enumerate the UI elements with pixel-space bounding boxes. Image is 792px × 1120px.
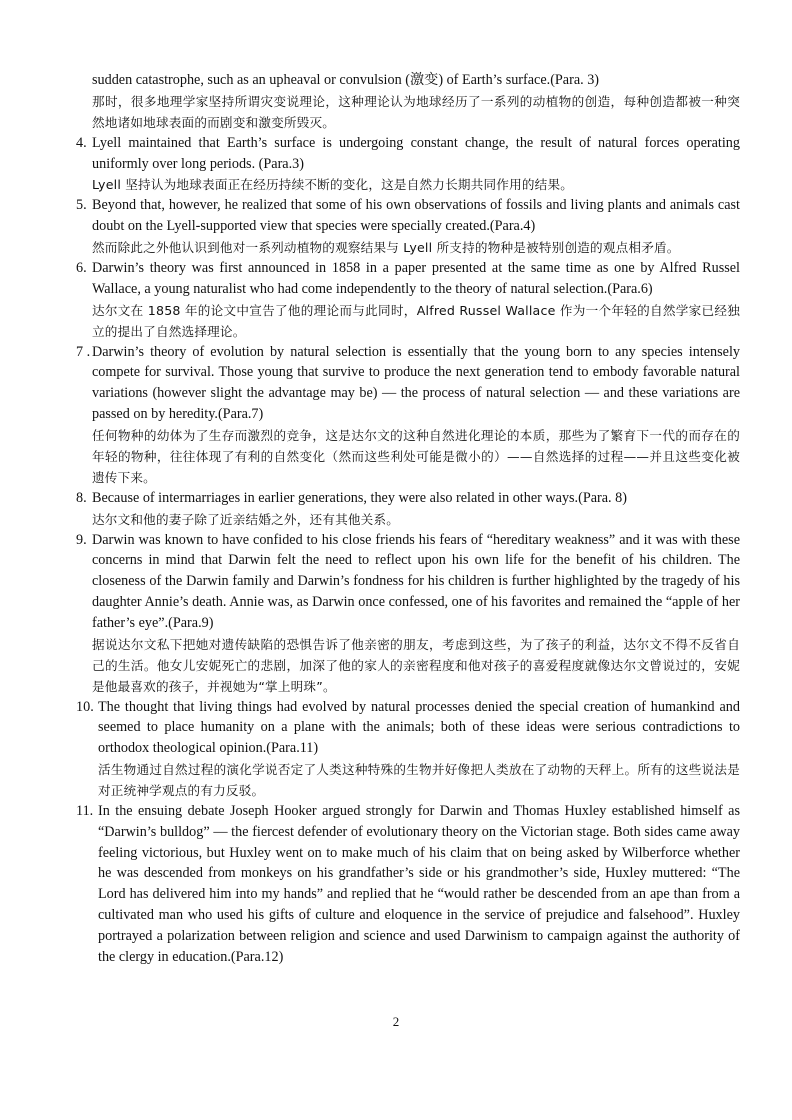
english-sentence: Because of intermarriages in earlier generations, they were also related in other ways.(Para. 8) — [92, 489, 627, 506]
chinese-translation: 活生物通过自然过程的演化学说否定了人类这种特殊的生物并好像把人类放在了动物的天秤上。所有的这些说法是对正统神学观点的有力反驳。 — [98, 761, 740, 798]
list-item — [76, 133, 740, 196]
list-item — [76, 70, 740, 133]
chinese-translation: 据说达尔文私下把她对遗传缺陷的恐惧告诉了他亲密的朋友，考虑到这些，为了孩子的利益，达尔文不得不反省自己的生活。他女儿安妮死亡的悲剧，加深了他的家人的亲密程度和他对孩子的喜爱程度就像达尔文曾说过的，安妮是他最喜欢的孩子，并视她为“掌上明珠”。 — [92, 636, 740, 694]
list-item — [76, 195, 740, 258]
item-number: 10. — [76, 698, 94, 715]
english-sentence: Darwin’s theory of evolution by natural selection is essentially that the young born to any species intensely compete for survival. Those young that survive to produce the next generation tend to embody favorable natural variations (however slight the advantage may be) — the process of natural selection — and these variations are passed on by heredity.(Para.7) — [92, 343, 740, 422]
list-item — [76, 258, 740, 342]
item-number: 7 . — [76, 343, 91, 360]
item-number: 8. — [76, 489, 87, 506]
chinese-translation: 达尔文在 1858 年的论文中宣告了他的理论而与此同时，Alfred Russel Wallace 作为一个年轻的自然学家已经独立的提出了自然选择理论。 — [92, 302, 740, 339]
english-sentence: In the ensuing debate Joseph Hooker argued strongly for Darwin and Thomas Huxley established himself as “Darwin’s bulldog” — the fiercest defender of evolutionary theory on the Victorian stage. Both sides came away feeling victorious, but Huxley went on to make much of his claim that on being asked by Wilberforce whether he was descended from monkeys on his grandfather’s side or his grandmother’s side, Huxley muttered: “The Lord has delivered him into my hands” and replied that he “would rather be descended from an ape than from a cultivated man who used his gifts of culture and eloquence in the service of prejudice and falsehood”. Huxley portrayed a polarization between religion and science and used Darwinism to campaign against the authority of the clergy in education.(Para.12) — [98, 802, 740, 965]
english-sentence: The thought that living things had evolved by natural processes denied the special creation of humankind and seemed to place humanity on a plane with the animals; both of these ideas were serious contradictions to orthodox theological opinion.(Para.11) — [98, 698, 740, 757]
item-number: 5. — [76, 197, 87, 214]
list-item — [76, 801, 740, 967]
item-number: 11. — [76, 802, 94, 819]
list-item — [76, 697, 740, 801]
english-sentence: Darwin was known to have confided to his close friends his fears of “hereditary weakness” and it was with these concerns in mind that Darwin felt the need to reflect upon his own life for the benefit of his children. The closeness of the Darwin family and Darwin’s fondness for his children is further highlighted by the tragedy of his daughter Annie’s death. Annie was, as Darwin once confessed, one of his favorites and remained the “apple of her father’s eye”.(Para.9) — [92, 531, 740, 631]
english-sentence: Darwin’s theory was first announced in 1858 in a paper presented at the same time as one by Alfred Russel Wallace, a young naturalist who had come independently to the theory of natural selection.(Para.6) — [92, 259, 740, 297]
item-number: 6. — [76, 259, 87, 276]
chinese-translation: 达尔文和他的妻子除了近亲结婚之外，还有其他关系。 — [92, 511, 400, 527]
english-sentence: sudden catastrophe, such as an upheaval or convulsion (激变) of Earth’s surface.(Para. 3) — [92, 72, 600, 88]
chinese-translation: 然而除此之外他认识到他对一系列动植物的观察结果与 Lyell 所支持的物种是被特别创造的观点相矛盾。 — [92, 239, 680, 255]
list-item — [76, 342, 740, 488]
list-item — [76, 488, 740, 530]
english-sentence: Lyell maintained that Earth’s surface is undergoing constant change, the result of natural forces operating uniformly over long periods. (Para.3) — [92, 134, 740, 172]
page-number: 2 — [392, 1014, 400, 1029]
chinese-translation: 任何物种的幼体为了生存而激烈的竞争，这是达尔文的这种自然进化理论的本质，那些为了繁育下一代的而存在的年轻的物种，往往体现了有利的自然变化（然而这些利处可能是微小的）——自然选择的过程——并且这些变化被遗传下来。 — [92, 427, 740, 485]
document-content — [76, 70, 740, 967]
chinese-translation: 那时，很多地理学家坚持所谓灾变说理论，这种理论认为地球经历了一系列的动植物的创造，每种创造都被一种突然地诸如地球表面的而剧变和激变所毁灭。 — [92, 93, 740, 130]
chinese-translation: Lyell 坚持认为地球表面正在经历持续不断的变化，这是自然力长期共同作用的结果。 — [92, 177, 574, 193]
english-sentence: Beyond that, however, he realized that some of his own observations of fossils and living plants and animals cast doubt on the Lyell-supported view that species were specially created.(Para.4) — [92, 197, 740, 235]
item-number: 4. — [76, 134, 87, 151]
list-item — [76, 530, 740, 697]
item-number: 9. — [76, 531, 87, 548]
